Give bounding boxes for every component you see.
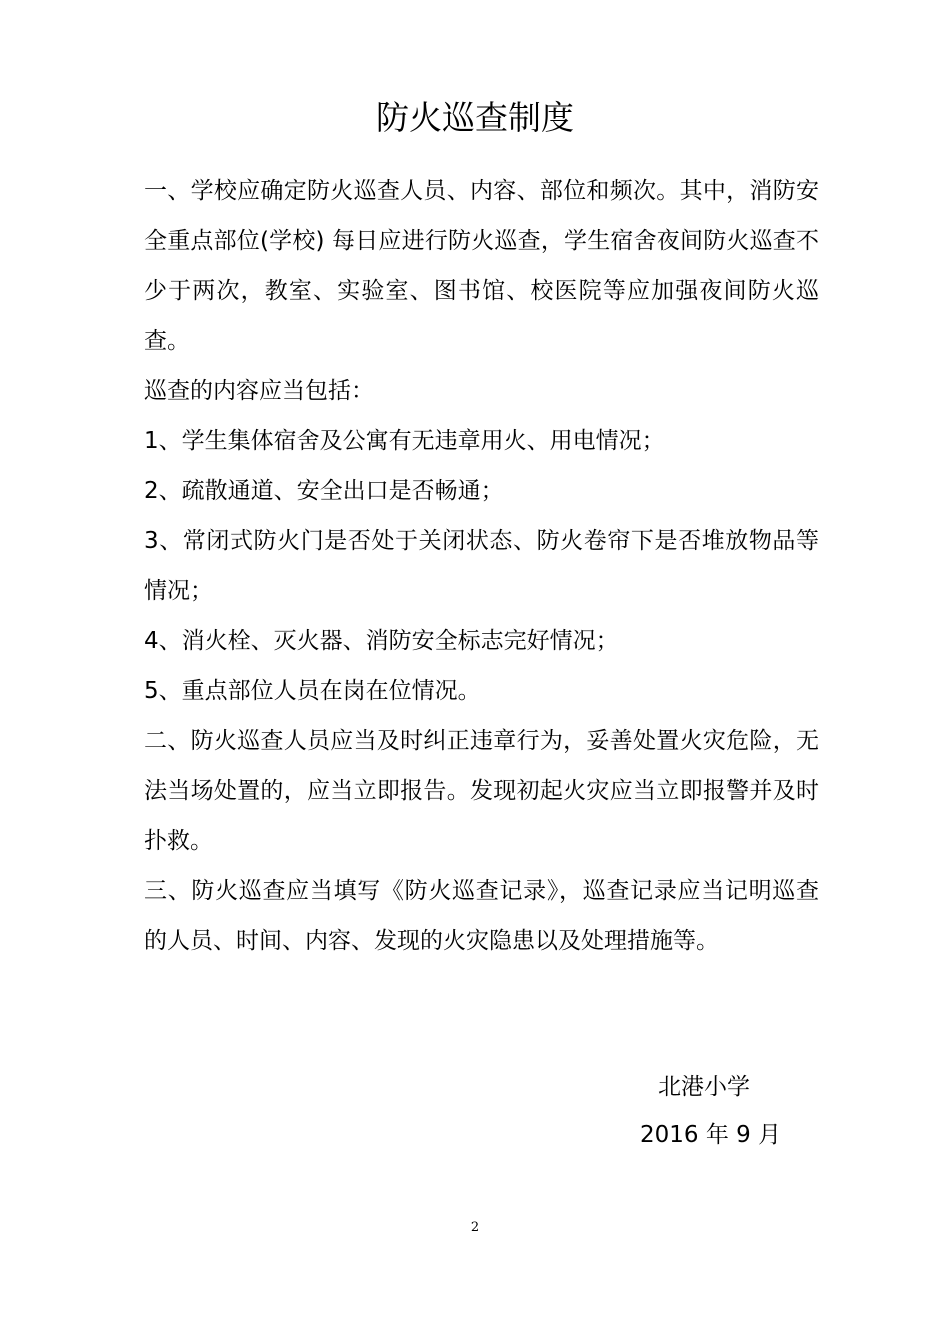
- paragraph-section-three: 三、防火巡查应当填写《防火巡查记录》，巡查记录应当记明巡查的人员、时间、内容、发现的火灾隐患以及处理措施等。: [144, 878, 819, 954]
- paragraph-intro-patrol: 一、学校应确定防火巡查人员、内容、部位和频次。其中，消防安全重点部位(学校) 每日应进行防火巡查，学生宿舍夜间防火巡查不少于两次，教室、实验室、图书馆、校医院等应加强夜间防火巡查。: [144, 178, 819, 354]
- signature-date: 2016 年 9 月: [640, 1122, 782, 1148]
- list-item-1: 1、学生集体宿舍及公寓有无违章用火、用电情况；: [144, 428, 665, 454]
- list-item-2: 2、疏散通道、安全出口是否畅通；: [144, 478, 504, 504]
- list-item-4: 4、消火栓、灭火器、消防安全标志完好情况；: [144, 628, 619, 654]
- signature-block: [640, 1063, 810, 1159]
- signature-organization: 北港小学: [658, 1074, 750, 1100]
- paragraph-patrol-content-heading: 巡查的内容应当包括：: [144, 378, 374, 404]
- page-number: 2: [470, 1220, 480, 1235]
- list-item-3: 3、常闭式防火门是否处于关闭状态、防火卷帘下是否堆放物品等情况；: [144, 528, 819, 604]
- document-title: 防火巡查制度: [376, 98, 574, 137]
- document-body: [144, 166, 819, 966]
- paragraph-section-two: 二、防火巡查人员应当及时纠正违章行为，妥善处置火灾危险，无法当场处置的，应当立即报告。发现初起火灾应当立即报警并及时扑救。: [144, 728, 819, 854]
- list-item-5: 5、重点部位人员在岗在位情况。: [144, 678, 481, 704]
